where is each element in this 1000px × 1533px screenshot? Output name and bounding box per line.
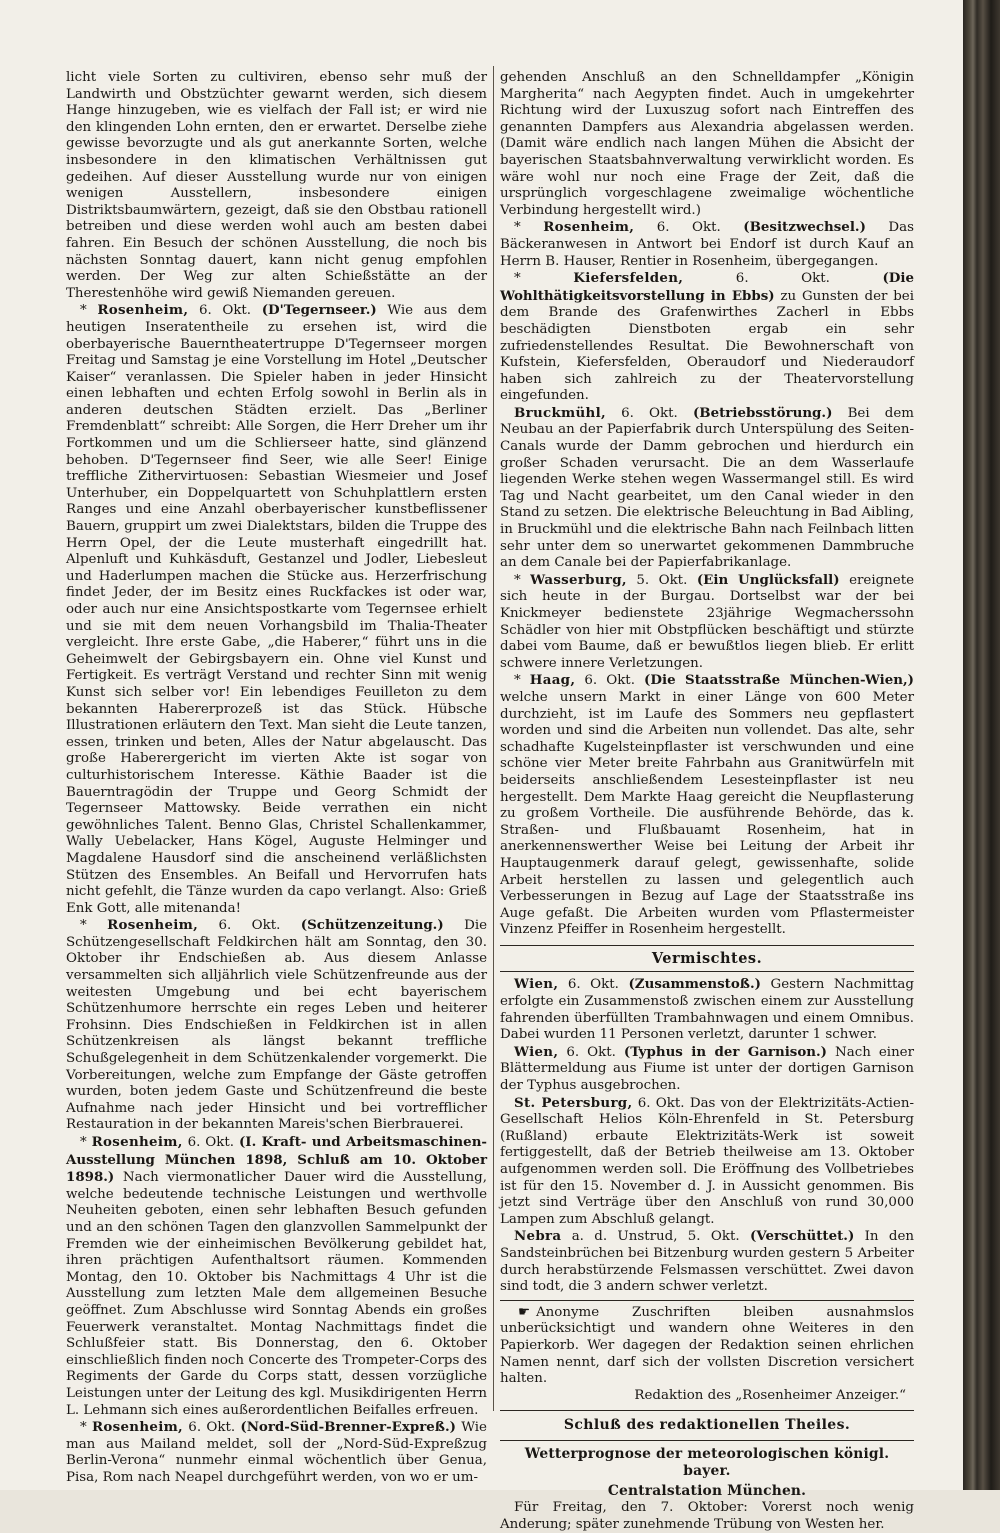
article-nebra [500, 1228, 914, 1295]
end-of-editorial-heading: Schluß des redaktionellen Theiles. [563, 1417, 851, 1434]
article-subject: (Schützenzeitung.) [300, 917, 444, 934]
article-place: Kiefersfelden, [573, 270, 684, 287]
article-subject: (Die Staatsstraße München-Wien,) [644, 672, 915, 689]
article-subject: (D'Tegernseer.) [261, 302, 377, 319]
article-date: 6. Okt. [735, 271, 830, 287]
anonymous-notice [500, 1305, 914, 1388]
article-subject: (Nord-Süd-Brenner-Expreß.) [240, 1419, 456, 1436]
article-text: Das von der Elektrizitäts-Actien-Gesellschaft Helios Köln-Ehrenfeld in St. Petersburg (Rußland) erbaute Elektrizitäts-Werk ist soweit fertiggestellt, daß der Betrieb theilweise am 13. Oktober aufgenommen werden soll. Die Eröffnung des Vollbetriebes ist für den 15. November d. J. in Aussicht genommen. Bis jetzt sind Verträge über den Anschluß von rund 30,000 Lampen zum Abschluß gelangt. [500, 1095, 914, 1227]
pointing-hand-icon: ☛ [518, 1304, 531, 1320]
continuation-paragraph: gehenden Anschluß an den Schnelldampfer „Königin Margherita“ nach Aegypten findet. Auch in umgekehrter Richtung wird der Luxuszug sofort nach Eintreffen des genannten Dampfers aus Alexandria abgelassen werden. (Damit wäre endlich nach langen Mühen die Absicht der bayerischen Staatsbahnverwaltung verwirklicht worden. Es wäre wohl nur noch eine Frage der Zeit, daß die ursprünglich vorgeschlagene zweimalige wöchentliche Verbindung hergestellt wird.) [500, 70, 914, 218]
article-date: 6. Okt. [656, 220, 721, 236]
article-text: Gestern Nachmittag erfolgte ein Zusammenstoß zwischen einem zur Ausstellung fahrenden überfüllten Trambahnwagen und einem Omnibus. Dabei wurden 11 Personen verletzt, darunter 1 schwer. [500, 977, 914, 1043]
article-subject: (Besitzwechsel.) [743, 219, 866, 236]
intro-paragraph: licht viele Sorten zu cultiviren, ebenso sehr muß der Landwirth und Obstzüchter gewarnt werden, sich diesem Hange hinzugeben, wie es vielfach der Fall ist; er wird nie den klingenden Lohn ernten, den er erwartet. Derselbe ziehe gewisse bevorzugte und als gut anerkannte Sorten, welche insbesondere in den klimatischen Verhältnissen gut gedeihen. Auf dieser Ausstellung wurde nur von einigen wenigen Ausstellern, insbesondere einigen Distriktsbaumwärtern, gezeigt, daß sie den Obstbau rationell betreiben und diese werden wohl auch am besten dabei fahren. Ein Besuch der schönen Ausstellung, die noch bis nächsten Sonntag dauert, kann nicht genug empfohlen werden. Der Weg zur alten Schießstätte an der Therestenhöhe wird gewiß Niemanden gereuen. [66, 70, 487, 301]
article-subject: (I. Kraft- und Arbeitsmaschinen-Ausstellung München 1898, Schluß am 10. Oktober 1898.) [66, 1134, 487, 1186]
article-place: Rosenheim, [91, 1419, 184, 1436]
article-text: welche unsern Markt in einer Länge von 600 Meter durchzieht, ist im Laufe des Sommers neu gepflastert worden und sind die Arbeiten nun vollendet. Das alte, sehr schadhafte Kugelsteinpflaster ist verschwunden und eine schöne vier Meter breite Fahrbahn aus Granitwürfeln mit beiderseits anschließendem Lesesteinpflaster ist neu hergestellt. Dem Markte Haag gereicht die Neupflasterung zu großem Vortheile. Die ausführende Behörde, das k. Straßen- und Flußbauamt Rosenheim, hat in anerkennenswerther Weise bei Leitung der Arbeit ihr Hauptaugenmerk darauf gelegt, gewissenhafte, solide Arbeit herstellen zu lassen und gelegentlich auch Verbesserungen in Bezug auf Lage der Staatsstraße ins Auge gefaßt. Die Arbeiten wurden vom Pflastermeister Vinzenz Pfeiffer in Rosenheim hergestellt. [500, 689, 914, 938]
article-subject: (Ein Unglücksfall) [696, 571, 840, 588]
article-date: a. d. Unstrud, 5. Okt. [571, 1229, 740, 1245]
article-subject: (Zusammenstoß.) [628, 976, 761, 993]
article-place: Wien, [514, 1043, 559, 1060]
article-wien-typhus [500, 1044, 914, 1095]
article-text: Das Bäckeranwesen in Antwort bei Endorf ist durch Kauf an Herrn B. Hauser, Rentier in Rosenheim, übergegangen. [500, 220, 914, 269]
article-text: Wie aus dem heutigen Inseratentheile zu ersehen ist, wird die oberbayerische Bauerntheatertruppe D'Tegernseer morgen Freitag und Samstag je eine Vorstellung im Hotel „Deutscher Kaiser“ veranlassen. Die Spieler haben in jeder Hinsicht einen lebhaften und echten Erfolg sowohl in Berlin als in anderen deutschen Städten erzielt. Das „Berliner Fremdenblatt“ schreibt: Alle Sorgen, die Herr Dreher um ihr Fortkommen und um die Schlierseer hatte, sind glänzend behoben. D'Tegernseer find Seer, wie alle Seer! Einige treffliche Zithervirtuosen: Sebastian Wiesmeier und Josef Unterhuber, ein Doppelquartett von Schuhplattlern ersten Ranges und eine Anzahl oberbayerischer kunstbeflissener Bauern, gruppirt um zwei Dialektstars, bilden die Truppe des Herrn Opel, der die Leute musterhaft eingedrillt hat. Alpenluft und Kuhkäsduft, Gestanzel und Jodler, Liebesleut und Haderlumpen machen die Stücke aus. Herzerfrischung findet Jeder, der im Besitz eines Ruckfackes ist oder war, oder auch nur eine Ansichtspostkarte vom Tegernsee erhielt und sie mit dem neuen Vorhangsbild im Thalia-Theater vergleicht. Ihre erste Gabe, „die Haberer,“ führt uns in die Geheimwelt der Gebirgsbayern ein. Ohne viel Kunst und Fertigkeit. Es verträgt Verstand und rechter Sinn mit wenig Kunst sich selber vor! Ein lebendiges Feuilleton zu dem bekannten Habererprozeß ist das Stück. Hübsche Illustrationen erläutern den Text. Man sieht die Leute tanzen, essen, trinken und beten, Alles der Natur abgelauscht. Das große Haberergericht im vierten Akte ist sogar von culturhistorischem Interesse. Käthie Baader ist die Bauerntragödin der Truppe und Georg Schmidt der Tegernseer Mattowsky. Beide verrathen ein nicht gewöhnliches Talent. Benno Glas, Christel Schallenkammer, Wally Uebelacker, Hans Kögel, Auguste Helminger und Magdalene Hausdorf sind die anscheinend verläßlichsten Stützen des Ensembles. An Beifall und Hervorrufen hats nicht gefehlt, die Tänze wurden da capo verlangt. Also: Grieß Enk Gott, alle mitenanda! [66, 303, 487, 916]
article-petersburg [500, 1095, 914, 1229]
article-place: Rosenheim, [543, 219, 635, 236]
book-spine [963, 0, 1000, 1490]
weather-heading-line1: Wetterprognose der meteorologischen königl. bayer. [524, 1445, 890, 1479]
article-place: Bruckmühl, [514, 404, 606, 421]
article-place: Nebra [514, 1228, 562, 1245]
article-text: In den Sandsteinbrüchen bei Bitzenburg wurden gestern 5 Arbeiter durch herabstürzende Felsmassen verschüttet. Zwei davon sind todt, die 3 andern schwer verletzt. [500, 1229, 914, 1295]
article-text: Nach einer Blättermeldung aus Fiume ist unter der dortigen Garnison der Typhus ausgebrochen. [500, 1044, 915, 1094]
article-subject: (Betriebsstörung.) [692, 404, 833, 421]
article-wien-zusammenstoss [500, 976, 914, 1043]
section-rule [500, 1410, 914, 1411]
article-place: Rosenheim, [91, 1134, 183, 1150]
article-text: ereignete sich heute in der Burgau. Dortselbst war der bei Knickmeyer bedienstete 23jährige Wegmacherssohn Schädler von hier mit Obstpflücken beschäftigt und stürzte dabei vom Baume, daß er bewußtlos liegen blieb. Er erlitt schwere innere Verletzungen. [500, 572, 915, 671]
article-place: Rosenheim, [107, 917, 199, 934]
article-date: 6. Okt. [621, 405, 678, 421]
article-text: zu Gunsten der bei dem Brande des Grafenwirthes Zacherl in Ebbs beschädigten Dienstboten ergab ein sehr zufriedenstellendes Resultat. Die Bewohnerschaft von Kufstein, Kiefersfelden, Oberaudorf und Niederaudorf haben sich zahlreich zu der Theatervorstellung eingefunden. [500, 288, 915, 404]
section-rule [500, 1440, 914, 1441]
article-text: Wie man aus Mailand meldet, soll der „Nord-Süd-Expreßzug Berlin-Verona“ nunmehr einmal wöchentlich über Genua, Pisa, Rom nach Neapel durchgeführt werden, von wo er um- [66, 1420, 487, 1485]
article-date: 6. Okt. [584, 673, 635, 689]
article-date: 6. Okt. [567, 977, 619, 993]
article-kiefersfelden: * Kiefersfelden, 6. Okt. (Die Wohlthätigkeitsvorstellung in Ebbs) zu Gunsten der bei dem Brande des Grafenwirthes Zacherl in Ebbs beschädigten Dienstboten ergab ein sehr zufriedenstellendes Resultat. Die Bewohnerschaft von Kufstein, Kiefersfelden, Oberaudorf und Niederaudorf haben sich zahlreich zu der Theatervorstellung eingefunden. [500, 270, 915, 404]
right-column [500, 70, 914, 1533]
article-text: Nach viermonatlicher Dauer wird die Ausstellung, welche bedeutende technische Leistungen und werthvolle Neuheiten geboten, einen sehr lebhaften Besuch gefunden und an den schönen Tagen den glanzvollen Sammelpunkt der Fremden wie der einheimischen Bevölkerung gebildet hat, ihren prächtigen Aufenthaltsort räumen. Kommenden Montag, den 10. Oktober bis Nachmittags 4 Uhr ist die Ausstellung zum letzten Male dem allgemeinen Besuche geöffnet. Zum Abschlusse wird Sonntag Abends ein großes Feuerwerk veranstaltet. Montag Nachmittags findet die Schlußfeier statt. Bis Donnerstag, den 6. Oktober einschließlich finden noch Concerte des Trompeter-Corps des Regiments der Garde du Corps statt, dessen vorzügliche Leistungen unter der Leitung des kgl. Musikdirigenten Herrn L. Lehmann sich eines außerordentlichen Beifalles erfreuen. [66, 1170, 487, 1418]
weather-heading-line2: Centralstation München. [607, 1482, 807, 1499]
article-date: 6. Okt. [637, 1095, 685, 1111]
article-bruckmuehl [500, 405, 914, 572]
article-date: 5. Okt. [636, 572, 688, 588]
article-ausstellung: * Rosenheim, 6. Okt. (I. Kraft- und Arbeitsmaschinen-Ausstellung München 1898, Schluß am 10. Oktober 1898.) Nach viermonatlicher Dauer wird die Ausstellung, welche bedeutende technische Leistungen und werthvolle Neuheiten geboten, einen sehr lebhaften Besuch gefunden und an den schönen Tagen den glanzvollen Sammelpunkt der Fremden wie der einheimischen Bevölkerung gebildet hat, ihren prächtigen Aufenthaltsort räumen. Kommenden Montag, den 10. Oktober bis Nachmittags 4 Uhr ist die Ausstellung zum letzten Male dem allgemeinen Besuche geöffnet. Zum Abschlusse wird Sonntag Abends ein großes Feuerwerk veranstaltet. Montag Nachmittags findet die Schlußfeier statt. Bis Donnerstag, den 6. Oktober einschließlich finden noch Concerte des Trompeter-Corps des Regiments der Garde du Corps statt, dessen vorzügliche Leistungen unter der Leitung des kgl. Musikdirigenten Herrn L. Lehmann sich eines außerordentlichen Beifalles erfreuen. [66, 1134, 487, 1418]
article-subject: (Die Wohlthätigkeitsvorstellung in Ebbs) [500, 270, 914, 304]
article-besitzwechsel: * Rosenheim, 6. Okt. (Besitzwechsel.) Das Bäckeranwesen in Antwort bei Endorf ist durch Kauf an Herrn B. Hauser, Rentier in Rosenheim, übergegangen. [500, 219, 914, 269]
article-place: Rosenheim, [97, 302, 189, 319]
notice-signature: Redaktion des „Rosenheimer Anzeiger.“ [634, 1387, 906, 1403]
section-rule [500, 971, 914, 972]
article-place: Wien, [514, 976, 559, 993]
article-place: Haag, [529, 672, 576, 689]
article-text: Die Schützengesellschaft Feldkirchen hält am Sonntag, den 30. Oktober ihr Endschießen ab. Aus diesem Anlasse versammelten sich alljährlich viele Schützenfreunde aus der weitesten Umgebung und bei echt bayerischem Schützenhumore herrschte ein reges Leben und heiterer Frohsinn. Dies Endschießen in Feldkirchen ist in allen Schützenkreisen als längst bekannt treffliche Schußgelegenheit in dem Schützenkalender vorgemerkt. Die Vorbereitungen, welche zum Empfange der Gäste getroffen wurden, boten jedem Gaste und Schützenfreund die beste Aufnahme nach jeder Hinsicht und bei vortrefflicher Restauration in der bekannten Mareis'schen Bierbrauerei. [66, 918, 488, 1133]
article-schuetzen: * Rosenheim, 6. Okt. (Schützenzeitung.) Die Schützengesellschaft Feldkirchen hält am Sonntag, den 30. Oktober ihr Endschießen ab. Aus diesem Anlasse versammelten sich alljährlich viele Schützenfreunde aus der weitesten Umgebung und bei echt bayerischem Schützenhumore herrschte ein reges Leben und heiterer Frohsinn. Dies Endschießen in Feldkirchen ist in allen Schützenkreisen als längst bekannt treffliche Schußgelegenheit in dem Schützenkalender vorgemerkt. Die Vorbereitungen, welche zum Empfange der Gäste getroffen wurden, boten jedem Gaste und Schützenfreund die beste Aufnahme nach jeder Hinsicht und bei vortrefflicher Restauration in der bekannten Mareis'schen Bierbrauerei. [66, 917, 488, 1133]
article-date: 6. Okt. [188, 1420, 236, 1436]
notice-text: Anonyme Zuschriften bleiben ausnahmslos unberücksichtigt und wandern ohne Weiteres in den Papierkorb. Wer dagegen der Redaktion seinen ehrlichen Namen nennt, darf sich der vollsten Discretion versichert halten. [500, 1304, 914, 1387]
misc-heading: Vermischtes. [651, 949, 763, 967]
article-date: 6. Okt. [187, 1135, 235, 1150]
article-wasserburg: * Wasserburg, 5. Okt. (Ein Unglücksfall) ereignete sich heute in der Burgau. Dortselbst war der bei Knickmeyer bedienstete 23jährige Wegmacherssohn Schädler von hier mit Obstpflücken beschäftigt und stürzte dabei vom Baume, daß er bewußtlos liegen blieb. Er erlitt schwere innere Verletzungen. [500, 571, 915, 671]
article-expresszug: * Rosenheim, 6. Okt. (Nord-Süd-Brenner-Expreß.) Wie man aus Mailand meldet, soll der „Nord-Süd-Expreßzug Berlin-Verona“ nunmehr einmal wöchentlich über Genua, Pisa, Rom nach Neapel durchgeführt werden, von wo er um- [66, 1419, 487, 1485]
left-column [66, 70, 487, 1486]
section-rule [500, 945, 914, 946]
article-place: Wasserburg, [530, 571, 627, 588]
article-subject: (Verschüttet.) [749, 1228, 855, 1245]
article-text: Bei dem Neubau an der Papierfabrik durch Unterspülung des Seiten-Canals wurde der Damm gebrochen und hierdurch ein großer Schaden verursacht. Die an dem Wasserlaufe liegenden Werke stehen wegen Wassermangel still. Es wird Tag und Nacht gearbeitet, um den Canal wieder in den Stand zu setzen. Die elektrische Beleuchtung in Bad Aibling, in Bruckmühl und die elektrische Bahn nach Feilnbach litten sehr unter dem so unerwartet gekommenen Dammbruche an dem Canale bei der Papierfabrikanlage. [500, 405, 914, 571]
article-subject: (Typhus in der Garnison.) [623, 1043, 828, 1060]
column-divider [493, 66, 494, 1411]
section-rule [500, 1300, 914, 1301]
article-date: 6. Okt. [198, 303, 252, 319]
article-place: St. Petersburg, [514, 1094, 633, 1111]
article-tegernseer: * Rosenheim, 6. Okt. (D'Tegernseer.) Wie aus dem heutigen Inseratentheile zu ersehen ist, wird die oberbayerische Bauerntheatertruppe D'Tegernseer morgen Freitag und Samstag je eine Vorstellung im Hotel „Deutscher Kaiser“ veranlassen. Die Spieler haben in jeder Hinsicht einen lebhaften und echten Erfolg sowohl in Berlin als in anderen deutschen Städten erzielt. Das „Berliner Fremdenblatt“ schreibt: Alle Sorgen, die Herr Dreher um ihr Fortkommen und um die Schlierseer hatte, sind glänzend behoben. D'Tegernseer find Seer, wie alle Seer! Einige treffliche Zithervirtuosen: Sebastian Wiesmeier und Josef Unterhuber, ein Doppelquartett von Schuhplattlern ersten Ranges und eine Anzahl oberbayerischer kunstbeflissener Bauern, gruppirt um zwei Dialektstars, bilden die Truppe des Herrn Opel, der die Leute musterhaft eingedrillt hat. Alpenluft und Kuhkäsduft, Gestanzel und Jodler, Liebesleut und Haderlumpen machen die Stücke aus. Herzerfrischung findet Jeder, der im Besitz eines Ruckfackes ist oder war, oder auch nur eine Ansichtspostkarte vom Tegernsee erhielt und sie mit dem neuen Vorhangsbild im Thalia-Theater vergleicht. Ihre erste Gabe, „die Haberer,“ führt uns in die Geheimwelt der Gebirgsbayern ein. Ohne viel Kunst und Fertigkeit. Es verträgt Verstand und rechter Sinn mit wenig Kunst sich selber vor! Ein lebendiges Feuilleton zu dem bekannten Habererprozeß ist das Stück. Hübsche Illustrationen erläutern den Text. Man sieht die Leute tanzen, essen, trinken und beten, Alles der Natur abgelauscht. Das große Haberergericht im vierten Akte ist sogar von culturhistorischem Interesse. Käthie Baader ist die Bauerntragödin der Truppe und Georg Schmidt der Tegernseer Mattowsky. Beide verrathen ein nicht gewöhnliches Talent. Benno Glas, Christel Schallenkammer, Wally Uebelacker, Hans Kögel, Auguste Helminger und Magdalene Hausdorf sind die anscheinend verläßlichsten Stützen des Ensembles. An Beifall und Hervorrufen hats nicht gefehlt, die Tänze wurden da capo verlangt. Also: Grieß Enk Gott, alle mitenanda! [66, 302, 487, 916]
weather-forecast: Für Freitag, den 7. Oktober: Vorerst noch wenig Anderung; später zunehmende Trübung von Westen her. [500, 1499, 914, 1532]
article-haag: * Haag, 6. Okt. (Die Staatsstraße München-Wien,) welche unsern Markt in einer Länge von 600 Meter durchzieht, ist im Laufe des Sommers neu gepflastert worden und sind die Arbeiten nun vollendet. Das alte, sehr schadhafte Kugelsteinpflaster ist verschwunden und eine schöne vier Meter breite Fahrbahn aus Granitwürfeln mit beiderseits anschließendem Lesesteinpflaster ist neu hergestellt. Dem Markte Haag gereicht die Neupflasterung zu großem Vortheile. Die ausführende Behörde, das k. Straßen- und Flußbauamt Rosenheim, hat in anerkennenswerther Weise bei Leitung der Arbeit ihr Hauptaugenmerk darauf gelegt, gewissenhafte, solide Arbeit herstellen zu lassen und gelegentlich auch Verbesserungen in Bezug auf Lage der Staatsstraße ins Auge gefaßt. Die Arbeiten wurden vom Pflastermeister Vinzenz Pfeiffer in Rosenheim hergestellt. [500, 672, 915, 938]
article-date: 6. Okt. [218, 918, 281, 934]
article-date: 6. Okt. [566, 1044, 616, 1060]
